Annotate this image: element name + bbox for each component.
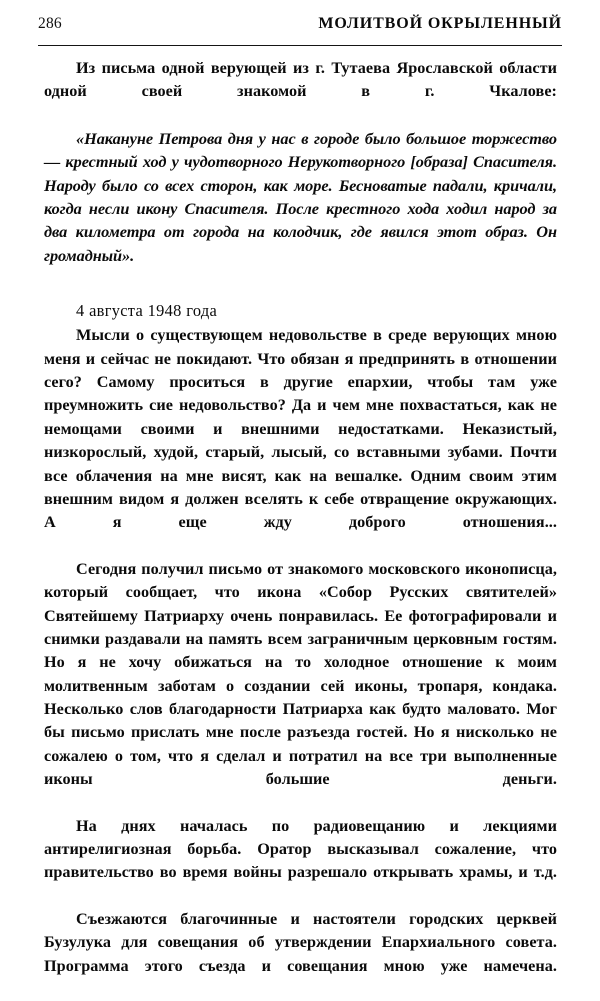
page-text-block: [44, 57, 557, 1001]
paragraph-intro: Из письма одной верующей из г. Тутаева Ярославской области одной своей знакомой в г. Чкалове:: [44, 59, 557, 101]
paragraph-letter-quotation: «Накануне Петрова дня у нас в городе было большое торжество — крестный ход у чудотворного Нерукотворного [образа] Спасителя. Народу было со всех сторон, как море. Бесноватые падали, кричали, когда несли икону Спасителя. После крестного хода ходил народ за два километра от города на колодчик, где явился этот образ. Он громадный».: [44, 129, 557, 265]
dateline: 4 августа 1948 года: [76, 301, 218, 321]
paragraph-4: Съезжаются благочинные и настоятели городских церквей Бузулука для совещания об утверждении Епархиального совета. Программа этого съезда и совещания мною уже намечена.: [44, 910, 557, 975]
page-header: [38, 16, 562, 42]
running-head-title: МОЛИТВОЙ ОКРЫЛЕННЫЙ: [318, 15, 562, 32]
page-number: 286: [38, 15, 62, 32]
paragraph-2: Сегодня получил письмо от знакомого московского иконописца, который сообщает, что икона «Собор Русских святителей» Святейшему Патриарху очень понравилась. Ее фотографировали и снимки раздавали на память всем заграничным церковным гостям. Но я не хочу обижаться на то холодное отношение к моим молитвенным заботам о создании сей иконы, тропаря, кондака. Несколько слов благодарности Патриарха как будто маловато. Мог бы письмо прислать мне после разъезда гостей. Но я нисколько не сожалею о том, что я сделал и потратил на все три выполненные иконы большие деньги.: [44, 559, 557, 788]
header-divider-rule: [38, 45, 562, 46]
paragraph-3: На днях началась по радиовещанию и лекциями антирелигиозная борьба. Оратор высказывал сожаление, что правительство во время войны разрешало открывать храмы, и т.д.: [44, 816, 557, 882]
paragraph-1: Мысли о существующем недовольстве в среде верующих мною меня и сейчас не покидают. Что обязан я предпринять в отношении сего? Самому проситься в другие епархии, чтобы там уже преумножить сие недовольство? Да и чем мне похвастаться, как не немощами своими и внешними недостатками. Неказистый, низкорослый, худой, старый, лысый, со вставными зубами. Почти все облачения на мне висят, как на вешалке. Одним своим этим внешним видом я должен вселять к себе отвращение окружающих. А я еще жду доброго отношения...: [44, 326, 557, 532]
